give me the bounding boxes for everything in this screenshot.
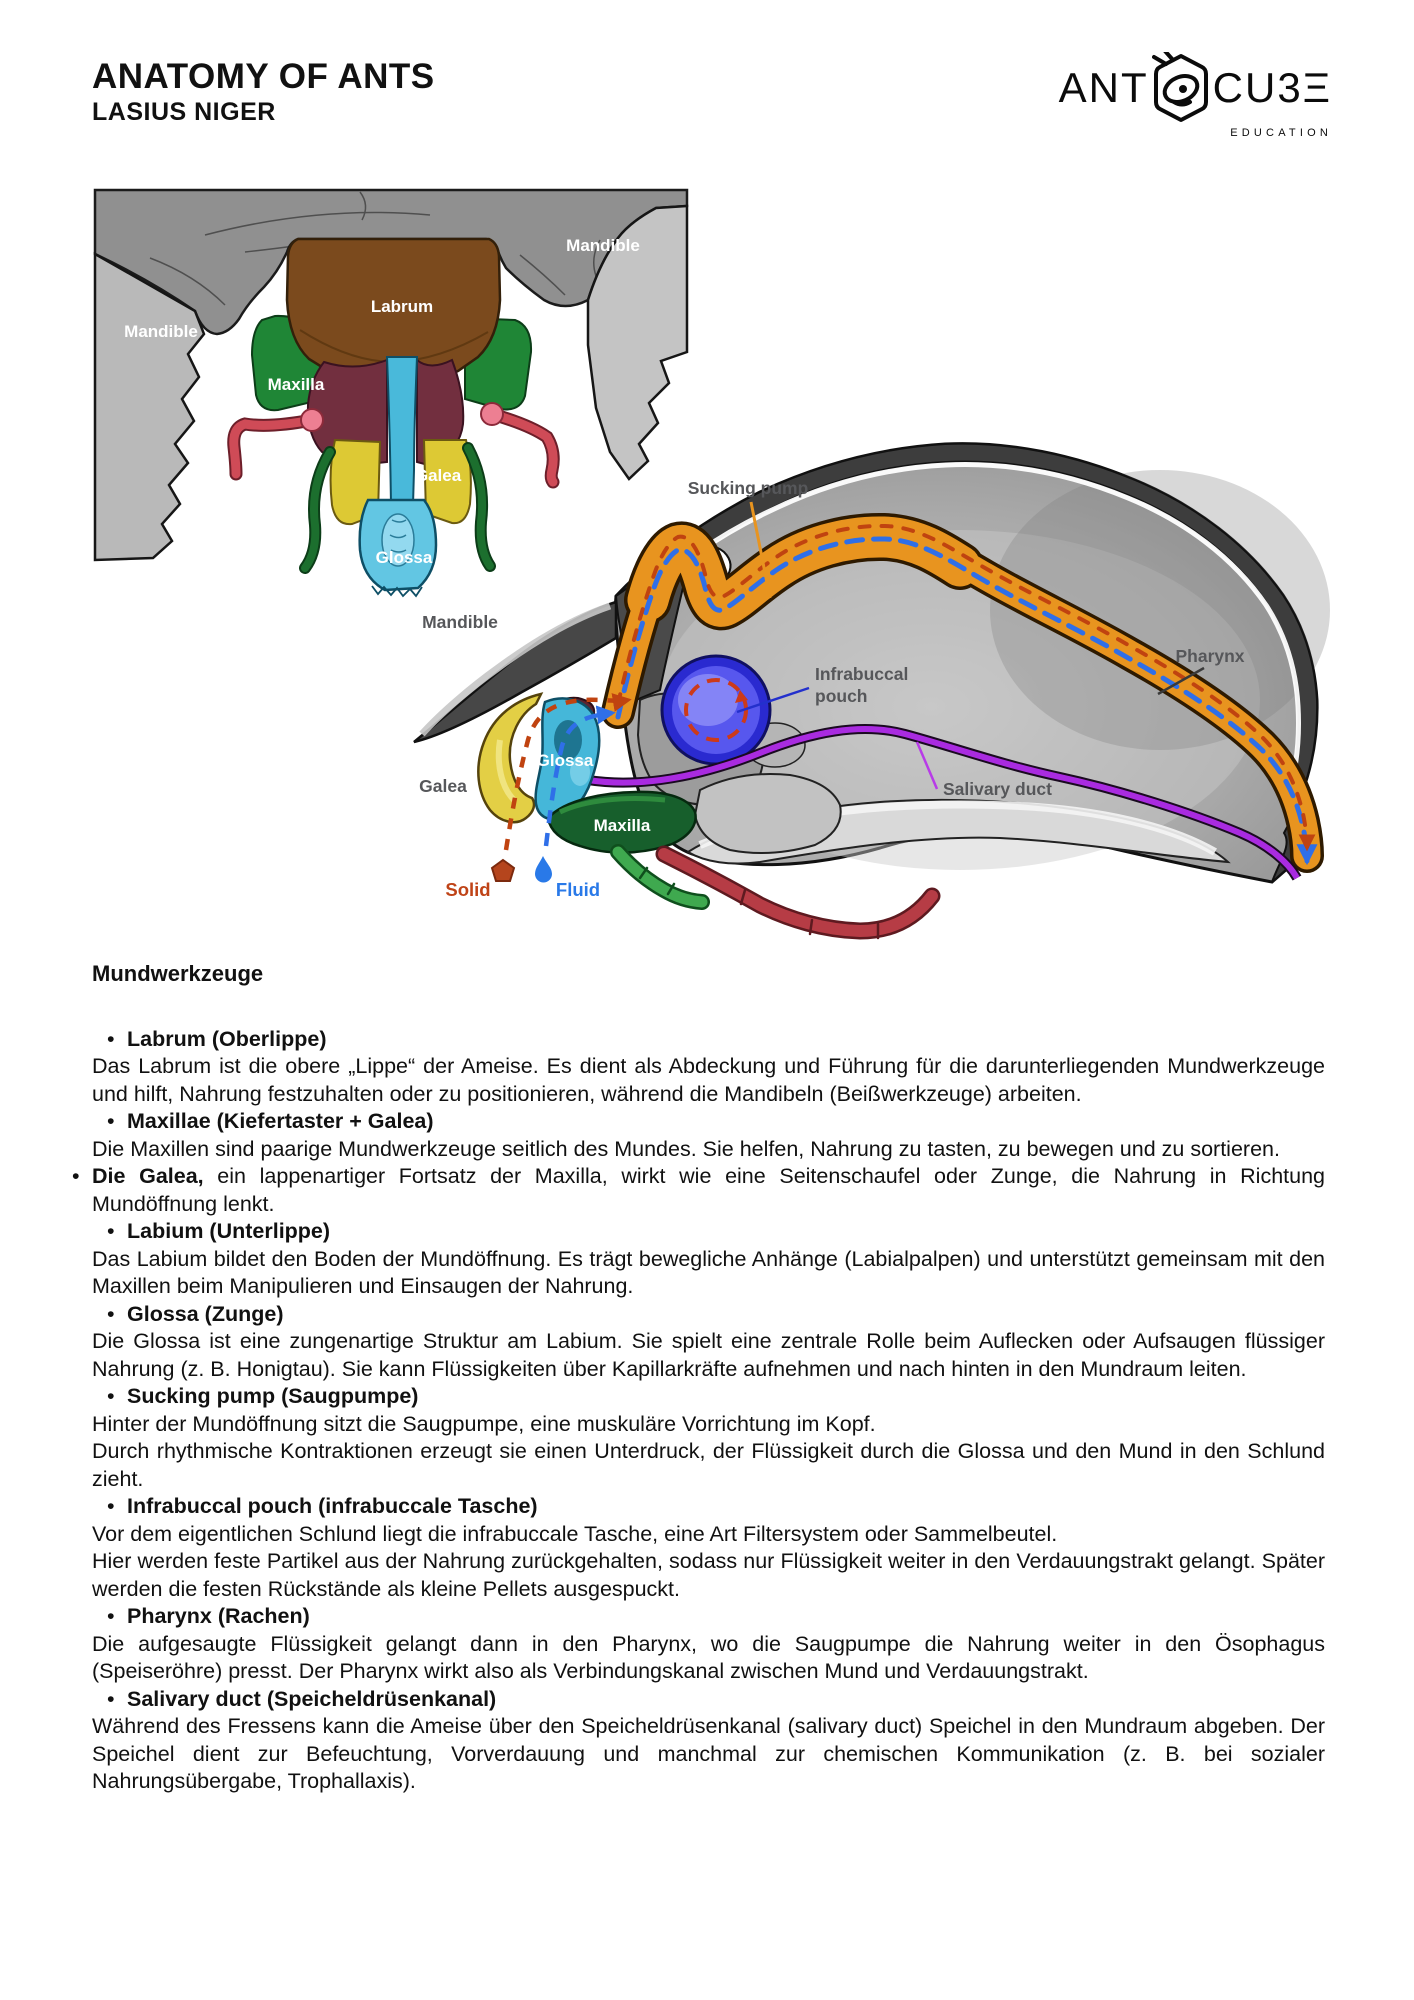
mouthparts-section	[72, 960, 1325, 1796]
side-view-illustration	[414, 444, 1330, 938]
item-header	[92, 1026, 1325, 1054]
list-item	[92, 1108, 1325, 1163]
item-header	[92, 1108, 1325, 1136]
label-pharynx: Pharynx	[1175, 646, 1245, 666]
item-term: Pharynx (Rachen)	[127, 1604, 310, 1628]
bullet-icon: •	[107, 1219, 115, 1243]
antcube-logo	[1059, 52, 1332, 139]
list-item	[92, 1603, 1325, 1686]
bullet-icon: •	[72, 1164, 80, 1188]
list-item	[92, 1493, 1325, 1603]
label-salivary-duct: Salivary duct	[943, 779, 1052, 799]
label-solid: Solid	[445, 879, 491, 900]
bullet-icon: •	[107, 1026, 115, 1051]
logo-word-cube: CU3Ξ	[1212, 64, 1332, 111]
item-body: Während des Fressens kann die Ameise über den Speicheldrüsenkanal (salivary duct) Speichel in den Mundraum abgeben. Der Speichel dient zur Befeuchtung, Vorverdauung und manchmal zur chemischen Kommunikation (z. B. bei sozialer Nahrungsübergabe, Trophallaxis).	[92, 1714, 1325, 1793]
logo-tagline: EDUCATION	[1230, 127, 1332, 139]
item-body: Das Labrum ist die obere „Lippe“ der Ameise. Es dient als Abdeckung und Führung für die darunterliegenden Mundwerkzeuge und hilft, Nahrung festzuhalten oder zu positionieren, während die Mandibeln (Beißwerkzeuge) arbeiten.	[92, 1054, 1325, 1106]
solid-particle-icon	[492, 860, 514, 881]
logo-word-ant: ANT	[1058, 64, 1149, 111]
item-header	[92, 1218, 1325, 1246]
label-infrabuccal-line1: Infrabuccal	[815, 664, 909, 684]
prementum-cyan-strip	[387, 357, 417, 505]
label-labrum: Labrum	[370, 297, 434, 316]
label-galea-front: Galea	[414, 466, 462, 485]
item-header	[92, 1603, 1325, 1631]
label-infrabuccal-line2: pouch	[815, 686, 868, 706]
bullet-icon: •	[107, 1686, 115, 1711]
label-sucking-pump: Sucking pump	[687, 478, 809, 498]
item-term: Sucking pump (Saugpumpe)	[127, 1384, 419, 1408]
item-header	[92, 1383, 1325, 1411]
item-header	[92, 1686, 1325, 1714]
anatomy-figure	[0, 150, 1414, 970]
item-term: Labium (Unterlippe)	[127, 1219, 331, 1243]
list-item	[72, 1163, 1325, 1218]
item-body: • Die Galea, ein lappenartiger Fortsatz der Maxilla, wirkt wie eine Seitenschaufel oder Zunge, die Nahrung in Richtung Mundöffnung lenkt.	[72, 1164, 1325, 1216]
bullet-icon: •	[107, 1109, 115, 1133]
item-body: Hinter der Mundöffnung sitzt die Saugpumpe, eine muskuläre Vorrichtung im Kopf.	[92, 1411, 876, 1436]
list-item	[92, 1218, 1325, 1301]
page-title: ANATOMY OF ANTS	[92, 57, 435, 96]
header	[92, 58, 435, 126]
label-galea-side: Galea	[419, 776, 467, 796]
label-mandible-right: Mandible	[566, 236, 640, 255]
item-body: Das Labium bildet den Boden der Mundöffnung. Es trägt bewegliche Anhänge (Labialpalpen) und unterstützt gemeinsam mit den Maxillen beim Manipulieren und Einsaugen der Nahrung.	[92, 1246, 1325, 1298]
list-item	[92, 1686, 1325, 1796]
item-body: Vor dem eigentlichen Schlund liegt die infrabuccale Tasche, eine Art Filtersystem oder Sammelbeutel.	[92, 1521, 1058, 1546]
bullet-icon: •	[107, 1301, 115, 1326]
fluid-droplet-icon	[535, 856, 552, 883]
item-term: Salivary duct (Speicheldrüsenkanal)	[127, 1686, 497, 1711]
item-header	[92, 1493, 1325, 1521]
item-term: Die Galea,	[92, 1164, 204, 1188]
ant-hexagon-icon	[1152, 52, 1210, 124]
mouthparts-list	[72, 1026, 1325, 1796]
label-glossa-side: Glossa	[536, 751, 594, 770]
section-heading: Mundwerkzeuge	[92, 961, 264, 986]
label-maxilla-side: Maxilla	[593, 816, 651, 835]
item-body: Die Maxillen sind paarige Mundwerkzeuge seitlich des Mundes. Sie helfen, Nahrung zu tasten, zu bewegen und zu sortieren.	[92, 1136, 1280, 1161]
list-item	[92, 1026, 1325, 1109]
label-maxilla-front: Maxilla	[267, 375, 325, 394]
item-body: Hier werden feste Partikel aus der Nahrung zurückgehalten, sodass nur Flüssigkeit weiter in den Verdauungstrakt gelangt. Später werden die festen Rückstände als kleine Pellets ausgespuckt.	[92, 1549, 1325, 1601]
label-mandible-side: Mandible	[422, 612, 498, 632]
item-body: Die Glossa ist eine zungenartige Struktur am Labium. Sie spielt eine zentrale Rolle beim Auflecken oder Aufsaugen flüssiger Nahrung (z. B. Honigtau). Sie kann Flüssigkeiten über Kapillarkräfte aufnehmen und nach hinten in den Mundraum leiten.	[92, 1329, 1325, 1381]
item-term: Glossa (Zunge)	[127, 1301, 284, 1326]
list-item	[92, 1383, 1325, 1493]
label-glossa-front: Glossa	[375, 548, 433, 567]
label-mandible-left: Mandible	[124, 322, 198, 341]
list-item	[92, 1301, 1325, 1384]
galea-side	[478, 694, 541, 822]
infrabuccal-pouch	[662, 656, 770, 764]
item-term: Maxillae (Kiefertaster + Galea)	[127, 1109, 434, 1133]
item-header	[92, 1301, 1325, 1329]
front-view-illustration	[95, 190, 687, 596]
label-fluid: Fluid	[555, 879, 601, 900]
page-subtitle: LASIUS NIGER	[92, 97, 276, 126]
item-body: Durch rhythmische Kontraktionen erzeugt sie einen Unterdruck, der Flüssigkeit durch die Glossa und den Mund in den Schlund zieht.	[92, 1439, 1325, 1491]
bullet-icon: •	[107, 1494, 115, 1518]
bullet-icon: •	[107, 1384, 115, 1408]
item-term: Labrum (Oberlippe)	[127, 1026, 327, 1051]
item-body: Die aufgesaugte Flüssigkeit gelangt dann in den Pharynx, wo die Saugpumpe die Nahrung weiter in den Ösophagus (Speiseröhre) presst. Der Pharynx wirkt also als Verbindungskanal zwischen Mund und Verdauungstrakt.	[92, 1631, 1325, 1683]
bullet-icon: •	[107, 1604, 115, 1628]
item-term: Infrabuccal pouch (infrabuccale Tasche)	[127, 1494, 538, 1518]
